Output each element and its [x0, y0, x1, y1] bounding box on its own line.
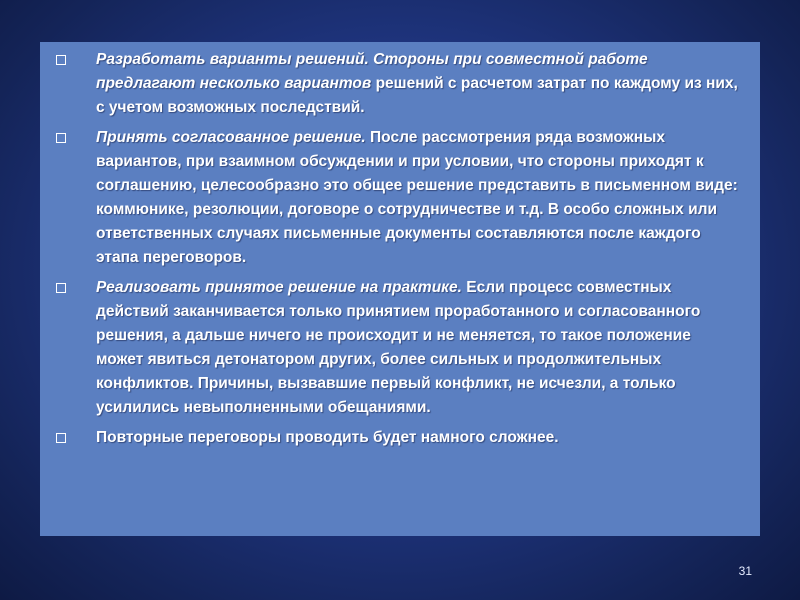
bullet-lead: Реализовать принятое решение на практике.	[96, 279, 462, 296]
bullet-text: После рассмотрения ряда возможных вариантов, при взаимном обсуждении и при условии, что стороны приходят к соглашению, целесообразно это общее решение представить в письменном виде: коммюнике, резолюции, договоре о сотрудничестве и т.д. В особо сложных или ответственных случаях письменные документы составляются после каждого этапа переговоров.	[96, 129, 738, 266]
bullet-text: Если процесс совместных действий заканчивается только принятием проработанного и согласованного решения, а дальше ничего не происходит и не меняется, то такое положение может явиться детонатором других, более сильных и продолжительных конфликтов. Причины, вызвавшие первый конфликт, не исчезли, а только усилились невыполненными обещаниями.	[96, 279, 701, 416]
bullet-item-agreed-decision	[54, 126, 740, 270]
bullet-text: решений с расчетом затрат по каждому из них, с учетом возможных последствий.	[96, 75, 738, 116]
square-bullet-icon	[56, 433, 66, 443]
square-bullet-icon	[56, 55, 66, 65]
bullet-list	[54, 48, 740, 450]
slide-content-panel	[40, 42, 760, 536]
bullet-text: Повторные переговоры проводить будет намного сложнее.	[96, 429, 559, 446]
square-bullet-icon	[56, 133, 66, 143]
bullet-item-implement-decision	[54, 276, 740, 420]
bullet-lead: Разработать варианты решений. Стороны при совместной работе предлагают несколько вариантов	[96, 51, 648, 92]
bullet-item-repeat-negotiations	[54, 426, 740, 450]
slide-page-number: 31	[738, 564, 752, 578]
bullet-item-develop-options	[54, 48, 740, 120]
bullet-lead: Принять согласованное решение.	[96, 129, 366, 146]
square-bullet-icon	[56, 283, 66, 293]
